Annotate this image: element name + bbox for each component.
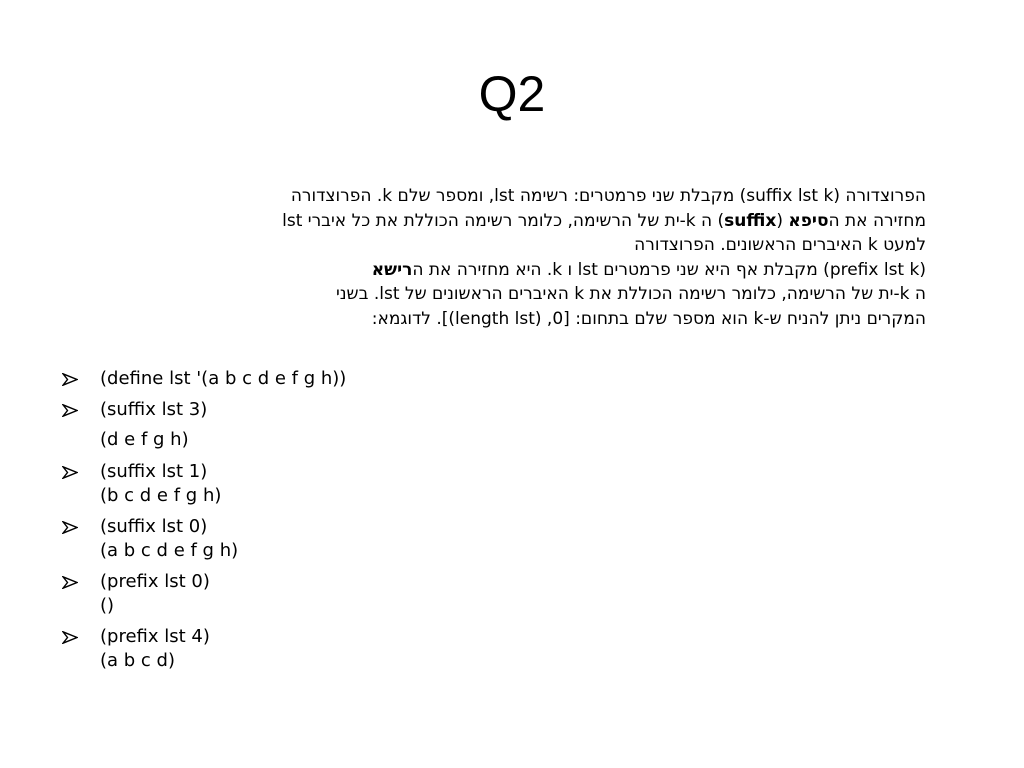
description-paragraph [60,184,926,331]
slide-title: Q2 [478,66,546,122]
code-line: (suffix lst 3) [100,398,208,420]
code-line: (prefix lst 0) [100,570,210,592]
list-item [62,625,662,674]
code-line: (prefix lst 4) [100,625,210,647]
list-item [62,367,662,392]
code-line: (define lst '(a b c d e f g h)) [100,368,347,389]
paragraph-line-3: למעט k האיברים הראשונים. הפרוצדורה [634,235,926,255]
code-line: (suffix lst 1) [100,460,208,482]
result-line: (a b c d) [100,650,175,671]
list-item [62,570,662,619]
result-line: () [100,595,115,616]
paragraph-line-2: מחזירה את הסיפא (suffix) ה k-ית של הרשימה, כלומר רשימה הכוללת את כל איברי lst [282,210,926,231]
arrow-bullet-icon [62,576,78,589]
arrow-bullet-icon [62,373,78,386]
paragraph-line-6: המקרים ניתן להניח ש-k הוא מספר שלם בתחום: [0, (length lst)]. לדוגמא: [371,308,926,329]
result-line: (b c d e f g h) [100,485,222,506]
arrow-bullet-icon [62,521,78,534]
result-line: (d e f g h) [100,429,189,450]
list-item [62,460,662,509]
arrow-bullet-icon [62,404,78,417]
list-item [62,515,662,564]
arrow-bullet-icon [62,631,78,644]
list-item [62,428,662,453]
result-line: (a b c d e f g h) [100,540,239,561]
paragraph-line-5: ה k-ית של הרשימה, כלומר רשימה הכוללת את k האיברים הראשונים של lst. בשני [335,284,926,304]
paragraph-line-1: הפרוצדורה (suffix lst k) מקבלת שני פרמטרים: רשימה lst, ומספר שלם k. הפרוצדורה [290,186,926,206]
code-line: (suffix lst 0) [100,515,208,537]
suffix-signature: suffix lst k [746,186,834,206]
list-item [62,398,662,423]
arrow-bullet-icon [62,466,78,479]
examples-list [62,367,662,680]
paragraph-line-4: (prefix lst k) מקבלת אף היא שני פרמטרים lst ו k. היא מחזירה את הרישא [371,259,926,280]
